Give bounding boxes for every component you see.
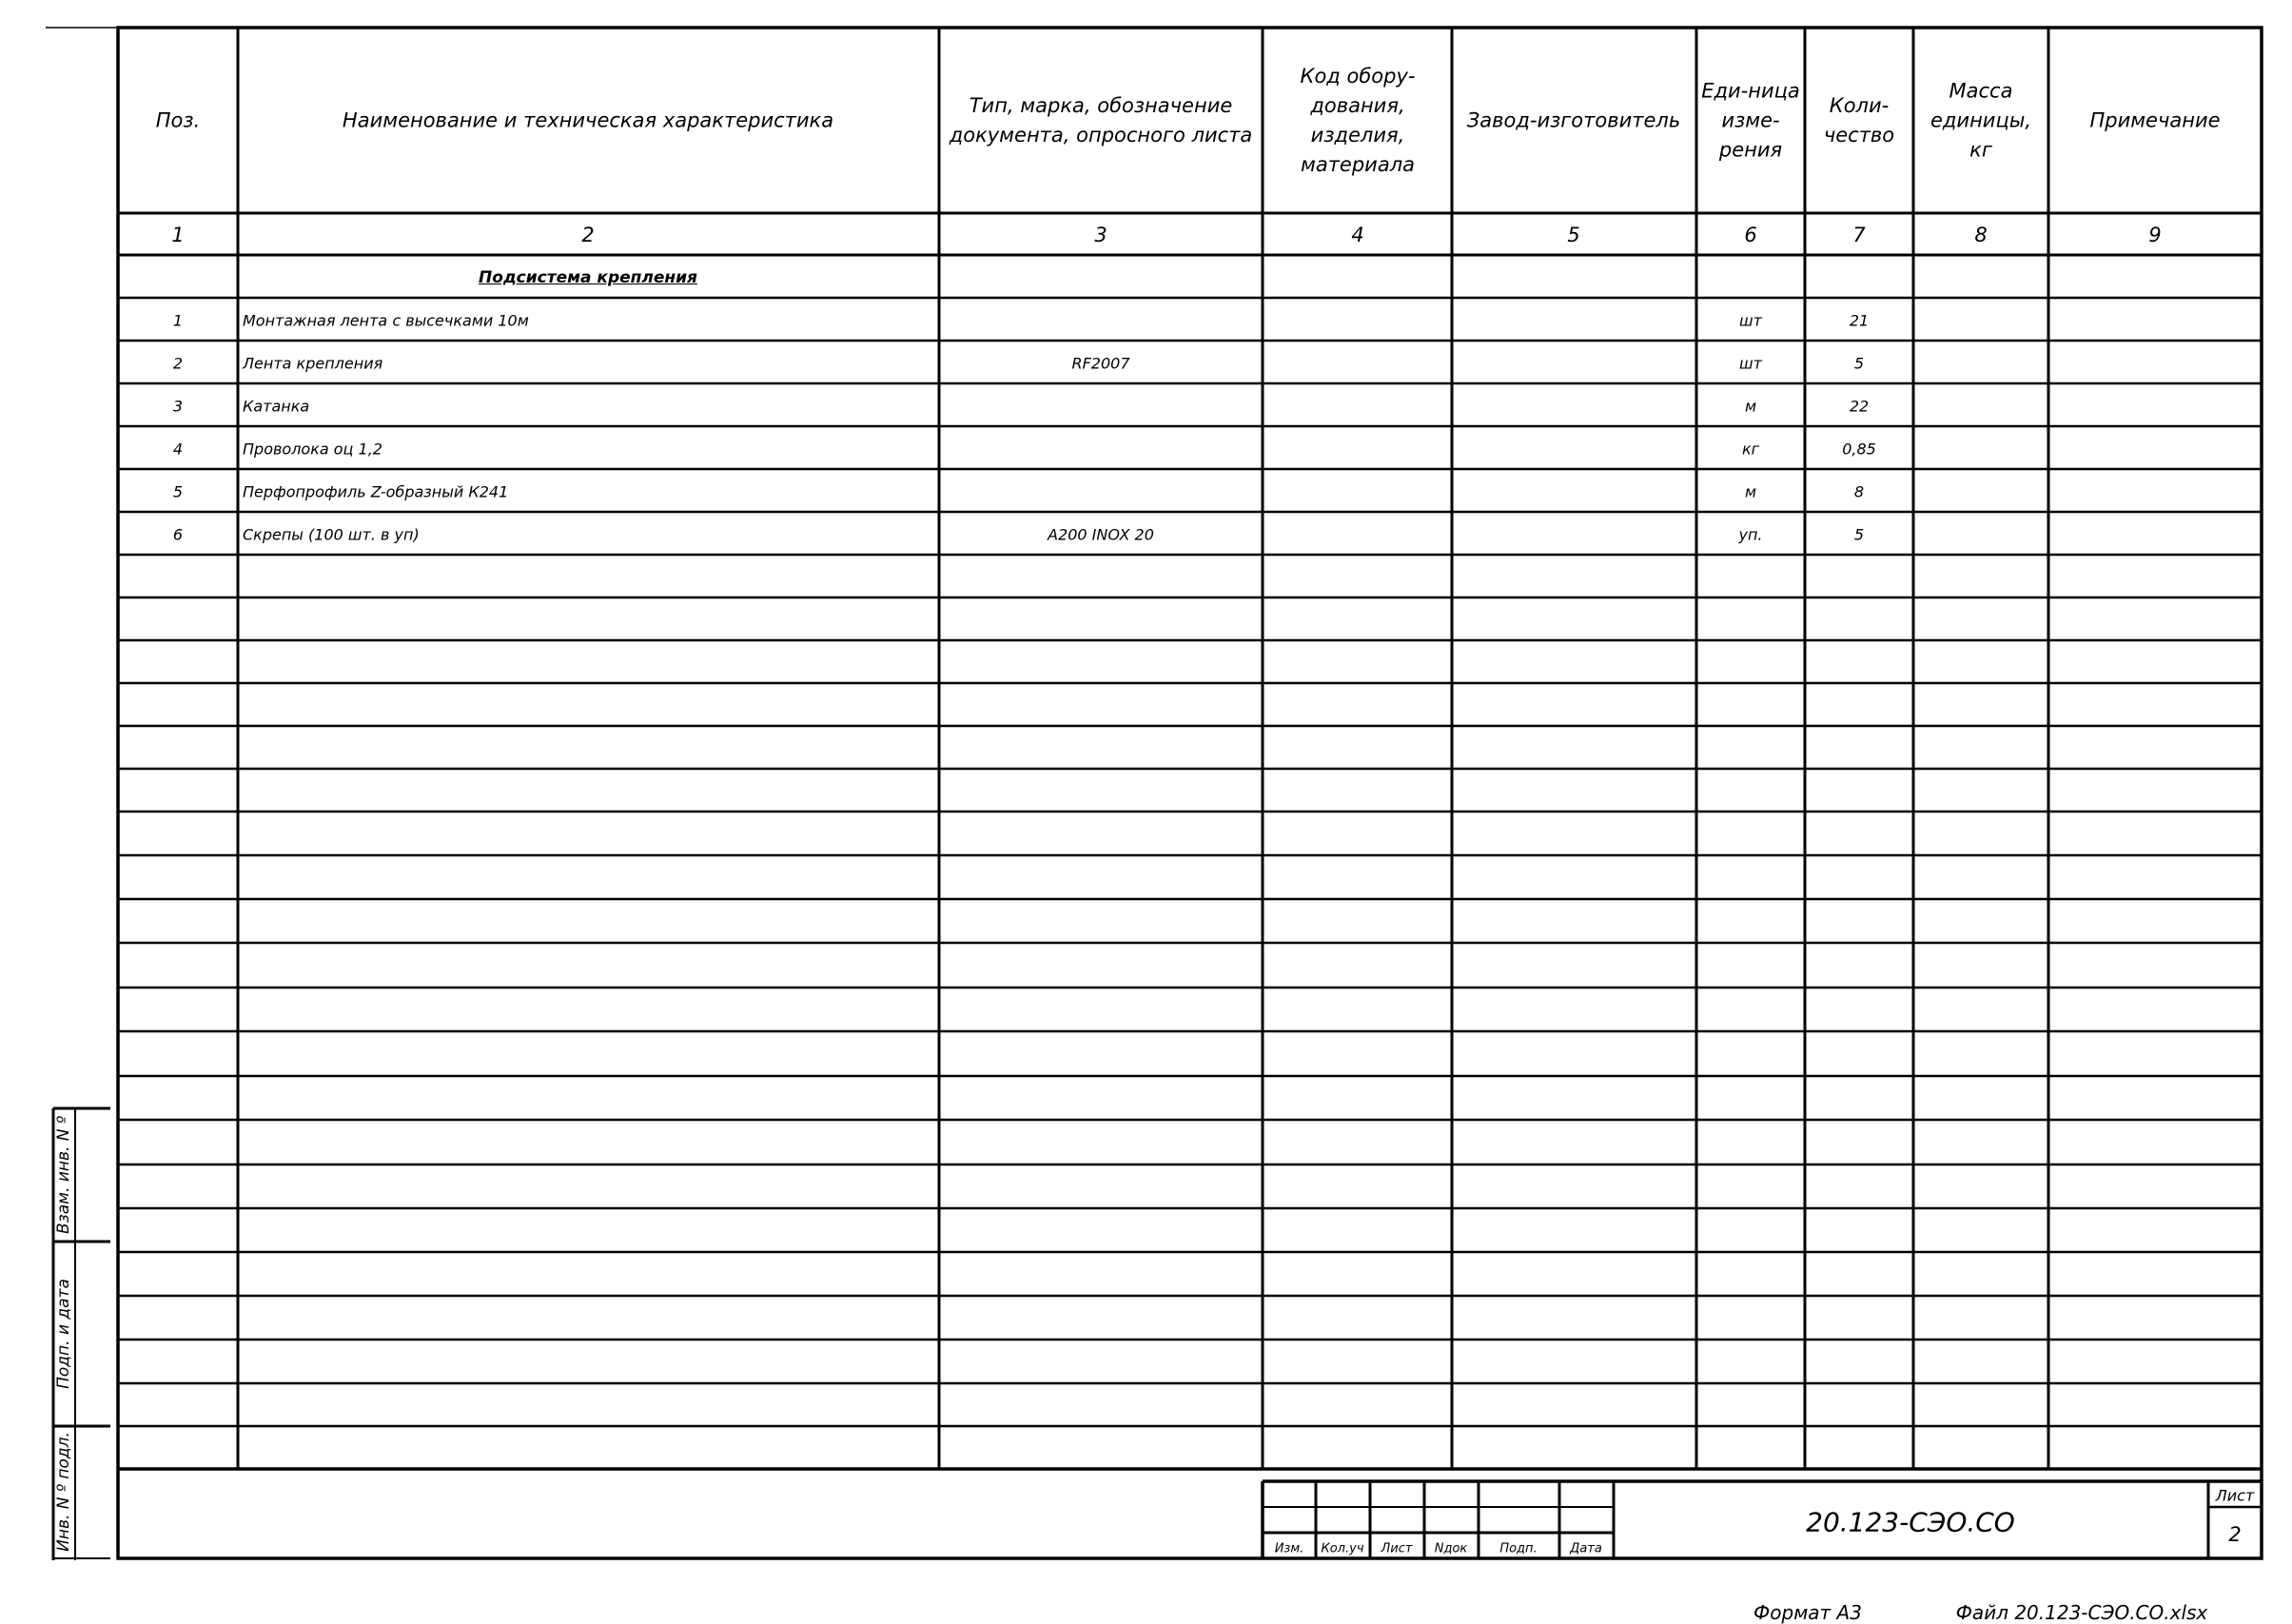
title-block-label: Подп. xyxy=(1499,1541,1538,1556)
sheet-label: Лист xyxy=(2215,1486,2255,1505)
row-qty: 22 xyxy=(1849,397,1870,416)
row-name: Катанка xyxy=(243,397,310,416)
row-pos: 1 xyxy=(172,311,184,330)
column-number: 9 xyxy=(2148,224,2162,246)
row-unit: кг xyxy=(1741,440,1760,459)
row-qty: 8 xyxy=(1853,482,1865,501)
title-block-label: Nдок xyxy=(1434,1541,1468,1556)
row-pos: 4 xyxy=(172,440,184,459)
title-block-label: Кол.уч xyxy=(1321,1541,1364,1556)
row-name: Монтажная лента с высечками 10м xyxy=(243,311,529,330)
header-maker: Завод-изготовитель xyxy=(1466,108,1681,132)
row-pos: 2 xyxy=(172,354,184,373)
header-type: Тип, марка, обозначение документа, опросного листа xyxy=(949,94,1253,147)
header-unit: Еди-ница изме- рения xyxy=(1701,79,1800,162)
row-unit: шт xyxy=(1739,354,1762,373)
sheet-number: 2 xyxy=(2228,1523,2242,1546)
row-qty: 0,85 xyxy=(1842,440,1876,459)
row-qty: 5 xyxy=(1853,354,1865,373)
column-number: 4 xyxy=(1351,224,1364,246)
header-name: Наименование и техническая характеристика xyxy=(342,108,834,132)
header-mass: Масса единицы, кг xyxy=(1930,79,2031,162)
row-name: Лента крепления xyxy=(243,354,383,373)
row-unit: м xyxy=(1744,482,1757,501)
row-type: RF2007 xyxy=(1071,354,1130,373)
column-number: 6 xyxy=(1744,224,1757,246)
row-type: A200 INOX 20 xyxy=(1048,525,1154,544)
row-qty: 5 xyxy=(1853,525,1865,544)
row-unit: уп. xyxy=(1738,525,1763,544)
row-unit: м xyxy=(1744,397,1757,416)
row-name: Скрепы (100 шт. в уп) xyxy=(243,525,420,544)
column-number: 5 xyxy=(1567,224,1580,246)
side-stamp-inv: Инв. N º подл. xyxy=(54,1432,73,1552)
side-stamp-podp: Подп. и дата xyxy=(54,1279,73,1389)
column-number: 3 xyxy=(1094,224,1107,246)
title-block-label: Изм. xyxy=(1274,1541,1304,1556)
format-label: Формат А3 xyxy=(1753,1601,1862,1624)
row-name: Перфопрофиль Z-образный К241 xyxy=(243,482,509,501)
row-unit: шт xyxy=(1739,311,1762,330)
header-code: Код обору- дования, изделия, материала xyxy=(1300,65,1416,176)
row-pos: 6 xyxy=(172,525,184,544)
row-pos: 5 xyxy=(172,482,184,501)
section-title: Подсистема крепления xyxy=(479,268,697,287)
side-stamp-vzam: Взам. инв. N º xyxy=(54,1116,73,1234)
header-qty: Коли- чество xyxy=(1823,94,1895,147)
row-pos: 3 xyxy=(172,397,184,416)
header-pos: Поз. xyxy=(155,108,201,132)
row-name: Проволока оц 1,2 xyxy=(243,440,382,459)
title-block-label: Лист xyxy=(1381,1541,1413,1556)
column-number: 7 xyxy=(1852,224,1866,246)
document-designation: 20.123-СЭО.СО xyxy=(1806,1506,2015,1538)
column-number: 8 xyxy=(1974,224,1988,246)
file-label: Файл 20.123-СЭО.СО.xlsx xyxy=(1955,1601,2208,1624)
column-number: 1 xyxy=(171,224,185,246)
column-number: 2 xyxy=(581,224,595,246)
header-note: Примечание xyxy=(2089,108,2221,132)
row-qty: 21 xyxy=(1849,311,1870,330)
title-block-label: Дата xyxy=(1570,1541,1602,1556)
